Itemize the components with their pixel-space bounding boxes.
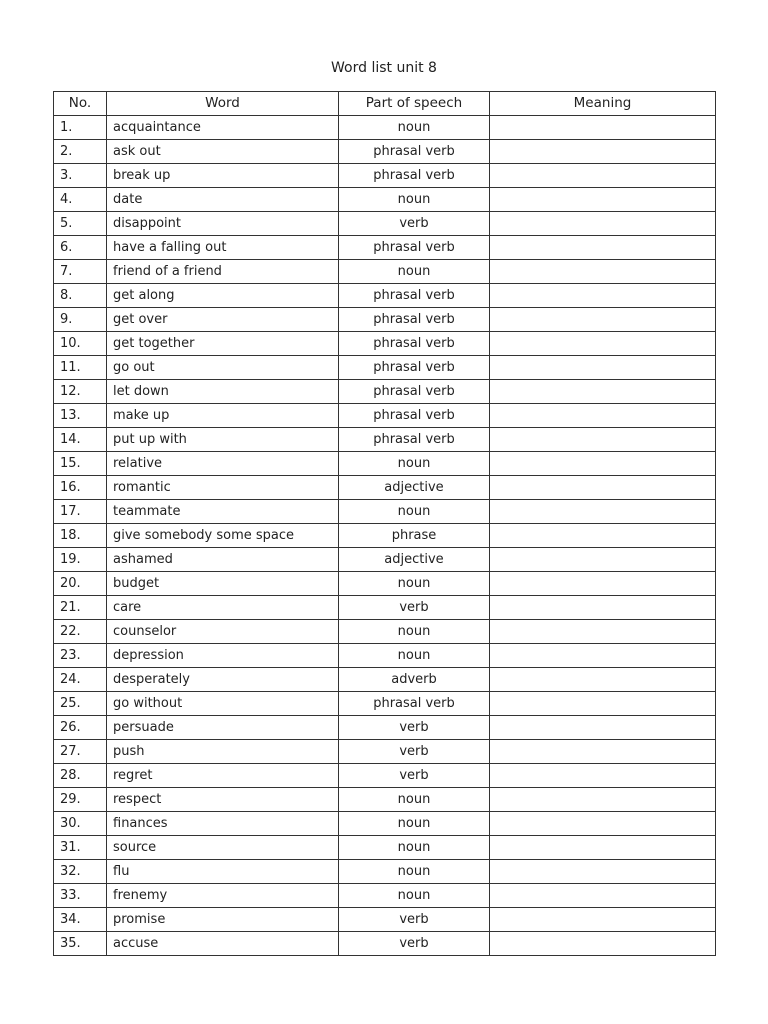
row-meaning (490, 524, 716, 548)
table-row (54, 524, 716, 548)
document-title: Word list unit 8 (331, 60, 437, 76)
word-list-table (53, 91, 716, 956)
row-meaning (490, 932, 716, 956)
table-row (54, 380, 716, 404)
row-word: promise (107, 908, 339, 932)
row-word: counselor (107, 620, 339, 644)
table-row (54, 308, 716, 332)
row-meaning (490, 140, 716, 164)
row-number: 12. (54, 380, 107, 404)
table-row (54, 284, 716, 308)
row-word: give somebody some space (107, 524, 339, 548)
row-meaning (490, 164, 716, 188)
row-part-of-speech: phrasal verb (339, 428, 490, 452)
row-number: 9. (54, 308, 107, 332)
table-row (54, 836, 716, 860)
row-word: accuse (107, 932, 339, 956)
table-row (54, 668, 716, 692)
table-row (54, 572, 716, 596)
row-meaning (490, 644, 716, 668)
row-number: 29. (54, 788, 107, 812)
table-row (54, 188, 716, 212)
row-meaning (490, 332, 716, 356)
row-number: 27. (54, 740, 107, 764)
table-row (54, 236, 716, 260)
table-body (54, 116, 716, 956)
row-number: 34. (54, 908, 107, 932)
table-row (54, 716, 716, 740)
row-word: romantic (107, 476, 339, 500)
row-number: 23. (54, 644, 107, 668)
row-number: 5. (54, 212, 107, 236)
header-no: No. (54, 92, 107, 116)
row-meaning (490, 284, 716, 308)
row-meaning (490, 812, 716, 836)
row-meaning (490, 548, 716, 572)
row-number: 7. (54, 260, 107, 284)
row-word: friend of a friend (107, 260, 339, 284)
table-row (54, 332, 716, 356)
row-meaning (490, 596, 716, 620)
table-row (54, 908, 716, 932)
table-row (54, 164, 716, 188)
row-word: teammate (107, 500, 339, 524)
table-row (54, 548, 716, 572)
row-part-of-speech: noun (339, 884, 490, 908)
row-word: finances (107, 812, 339, 836)
row-part-of-speech: verb (339, 764, 490, 788)
row-part-of-speech: noun (339, 500, 490, 524)
row-meaning (490, 188, 716, 212)
row-meaning (490, 908, 716, 932)
row-part-of-speech: noun (339, 452, 490, 476)
row-part-of-speech: noun (339, 812, 490, 836)
row-word: get together (107, 332, 339, 356)
row-meaning (490, 356, 716, 380)
row-number: 22. (54, 620, 107, 644)
header-part-of-speech: Part of speech (339, 92, 490, 116)
row-word: date (107, 188, 339, 212)
table-row (54, 620, 716, 644)
row-word: persuade (107, 716, 339, 740)
row-word: push (107, 740, 339, 764)
row-number: 15. (54, 452, 107, 476)
row-number: 10. (54, 332, 107, 356)
table-row (54, 428, 716, 452)
row-part-of-speech: noun (339, 788, 490, 812)
row-word: depression (107, 644, 339, 668)
row-word: care (107, 596, 339, 620)
row-word: regret (107, 764, 339, 788)
row-word: source (107, 836, 339, 860)
row-word: ask out (107, 140, 339, 164)
row-meaning (490, 260, 716, 284)
table-row (54, 692, 716, 716)
row-part-of-speech: noun (339, 572, 490, 596)
row-meaning (490, 476, 716, 500)
row-part-of-speech: phrasal verb (339, 332, 490, 356)
row-part-of-speech: noun (339, 260, 490, 284)
row-part-of-speech: verb (339, 212, 490, 236)
table-row (54, 212, 716, 236)
row-meaning (490, 500, 716, 524)
row-part-of-speech: noun (339, 860, 490, 884)
row-number: 11. (54, 356, 107, 380)
table-row (54, 860, 716, 884)
row-word: flu (107, 860, 339, 884)
row-part-of-speech: noun (339, 620, 490, 644)
row-part-of-speech: phrase (339, 524, 490, 548)
row-part-of-speech: verb (339, 596, 490, 620)
row-part-of-speech: phrasal verb (339, 404, 490, 428)
row-part-of-speech: verb (339, 908, 490, 932)
row-number: 17. (54, 500, 107, 524)
row-number: 2. (54, 140, 107, 164)
row-meaning (490, 884, 716, 908)
row-part-of-speech: noun (339, 836, 490, 860)
row-word: get over (107, 308, 339, 332)
row-number: 32. (54, 860, 107, 884)
row-meaning (490, 740, 716, 764)
table-row (54, 740, 716, 764)
row-number: 24. (54, 668, 107, 692)
row-meaning (490, 764, 716, 788)
row-word: break up (107, 164, 339, 188)
row-number: 8. (54, 284, 107, 308)
row-word: respect (107, 788, 339, 812)
row-part-of-speech: phrasal verb (339, 380, 490, 404)
row-number: 21. (54, 596, 107, 620)
row-word: go without (107, 692, 339, 716)
row-number: 25. (54, 692, 107, 716)
table-row (54, 884, 716, 908)
row-word: relative (107, 452, 339, 476)
row-meaning (490, 788, 716, 812)
row-part-of-speech: phrasal verb (339, 140, 490, 164)
row-word: let down (107, 380, 339, 404)
row-meaning (490, 116, 716, 140)
table-row (54, 812, 716, 836)
table-row (54, 140, 716, 164)
row-word: get along (107, 284, 339, 308)
row-meaning (490, 620, 716, 644)
row-meaning (490, 836, 716, 860)
row-part-of-speech: verb (339, 932, 490, 956)
row-meaning (490, 380, 716, 404)
row-meaning (490, 668, 716, 692)
row-meaning (490, 716, 716, 740)
row-part-of-speech: noun (339, 644, 490, 668)
row-part-of-speech: adjective (339, 476, 490, 500)
table-row (54, 452, 716, 476)
row-part-of-speech: phrasal verb (339, 284, 490, 308)
row-word: put up with (107, 428, 339, 452)
row-number: 20. (54, 572, 107, 596)
row-word: budget (107, 572, 339, 596)
row-number: 33. (54, 884, 107, 908)
row-number: 13. (54, 404, 107, 428)
row-meaning (490, 236, 716, 260)
row-part-of-speech: adverb (339, 668, 490, 692)
row-number: 30. (54, 812, 107, 836)
table-row (54, 356, 716, 380)
row-number: 6. (54, 236, 107, 260)
row-number: 1. (54, 116, 107, 140)
header-word: Word (107, 92, 339, 116)
row-part-of-speech: phrasal verb (339, 356, 490, 380)
row-number: 4. (54, 188, 107, 212)
table-row (54, 404, 716, 428)
row-number: 26. (54, 716, 107, 740)
row-part-of-speech: verb (339, 740, 490, 764)
row-word: disappoint (107, 212, 339, 236)
row-meaning (490, 404, 716, 428)
table-row (54, 932, 716, 956)
row-meaning (490, 428, 716, 452)
row-number: 35. (54, 932, 107, 956)
row-number: 28. (54, 764, 107, 788)
table-row (54, 116, 716, 140)
row-meaning (490, 860, 716, 884)
table-row (54, 788, 716, 812)
row-meaning (490, 572, 716, 596)
row-part-of-speech: phrasal verb (339, 308, 490, 332)
row-part-of-speech: phrasal verb (339, 164, 490, 188)
row-word: frenemy (107, 884, 339, 908)
row-part-of-speech: phrasal verb (339, 692, 490, 716)
row-word: make up (107, 404, 339, 428)
row-meaning (490, 452, 716, 476)
row-number: 19. (54, 548, 107, 572)
row-meaning (490, 308, 716, 332)
row-number: 31. (54, 836, 107, 860)
table-row (54, 260, 716, 284)
row-word: acquaintance (107, 116, 339, 140)
row-meaning (490, 212, 716, 236)
row-part-of-speech: noun (339, 116, 490, 140)
row-word: go out (107, 356, 339, 380)
row-part-of-speech: noun (339, 188, 490, 212)
row-part-of-speech: phrasal verb (339, 236, 490, 260)
table-row (54, 596, 716, 620)
row-number: 3. (54, 164, 107, 188)
header-meaning: Meaning (490, 92, 716, 116)
row-part-of-speech: verb (339, 716, 490, 740)
row-part-of-speech: adjective (339, 548, 490, 572)
row-word: desperately (107, 668, 339, 692)
table-row (54, 644, 716, 668)
table-row (54, 476, 716, 500)
row-meaning (490, 692, 716, 716)
row-word: have a falling out (107, 236, 339, 260)
table-header-row (54, 92, 716, 116)
row-number: 18. (54, 524, 107, 548)
row-word: ashamed (107, 548, 339, 572)
row-number: 16. (54, 476, 107, 500)
table-row (54, 500, 716, 524)
table-row (54, 764, 716, 788)
row-number: 14. (54, 428, 107, 452)
